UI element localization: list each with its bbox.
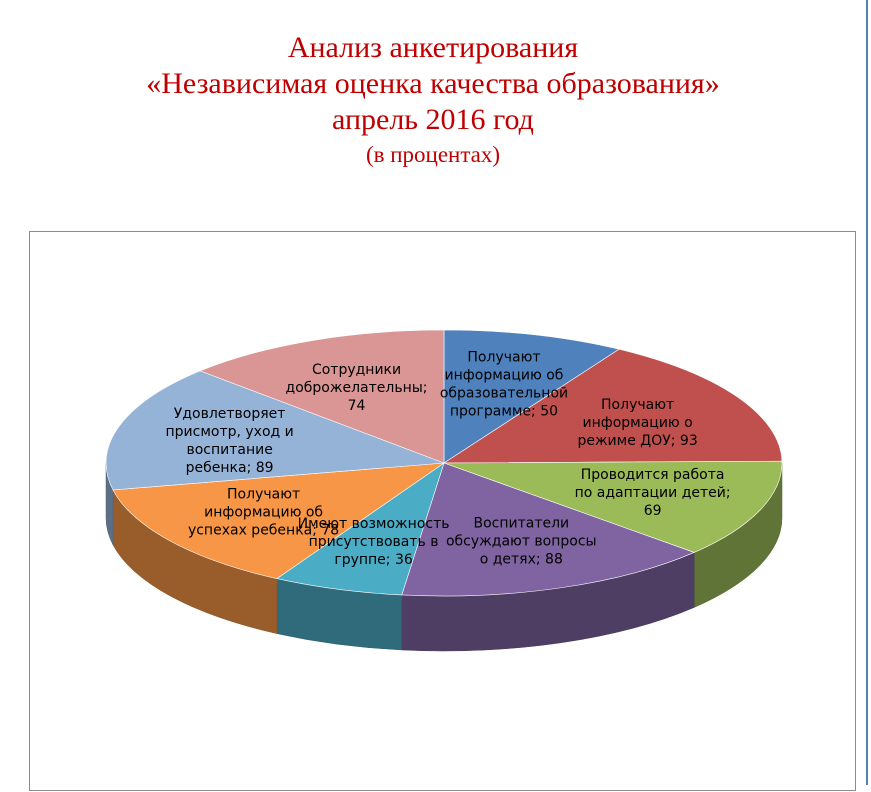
data-label-6-line-0: Удовлетворяет xyxy=(173,406,286,423)
pie-chart xyxy=(30,232,857,792)
data-label-3-line-1: обсуждают вопросы xyxy=(445,533,597,550)
data-label-1-line-2: режиме ДОУ; 93 xyxy=(577,433,698,450)
data-label-5-line-2: успехах ребенка; 78 xyxy=(187,522,340,539)
data-label-1-line-0: Получают xyxy=(601,397,675,414)
data-label-6-line-1: присмотр, уход и xyxy=(165,424,294,441)
data-label-5-line-1: информацию об xyxy=(204,504,324,521)
data-label-6-line-3: ребенка; 89 xyxy=(185,460,274,477)
title-line-1: Анализ анкетирования xyxy=(287,31,579,64)
data-label-0-line-3: программе; 50 xyxy=(449,403,559,420)
data-label-6-line-2: воспитание xyxy=(186,442,273,459)
data-label-3-line-2: о детях; 88 xyxy=(479,551,563,568)
data-label-4-line-1: присутствовать в xyxy=(308,534,439,551)
data-label-7-line-2: 74 xyxy=(347,398,366,415)
page-title xyxy=(0,30,866,170)
data-label-2-line-2: 69 xyxy=(643,503,662,520)
data-label-0-line-0: Получают xyxy=(467,349,541,366)
data-label-4-line-0: Имеют возможность xyxy=(297,516,450,533)
title-subtitle: (в процентах) xyxy=(365,142,501,167)
data-label-1-line-1: информацию о xyxy=(582,415,693,432)
data-label-3-line-0: Воспитатели xyxy=(473,515,570,532)
data-label-4-line-2: группе; 36 xyxy=(334,552,413,569)
data-label-2-line-1: по адаптации детей; xyxy=(574,485,731,502)
data-label-5-line-0: Получают xyxy=(227,486,301,503)
chart-area xyxy=(29,231,856,791)
data-label-0-line-1: информацию об xyxy=(444,367,564,384)
data-label-7-line-1: доброжелательны; xyxy=(285,380,428,397)
data-label-7-line-0: Сотрудники xyxy=(311,362,402,379)
page-border-right xyxy=(866,0,868,785)
data-label-2-line-0: Проводится работа xyxy=(580,467,725,484)
data-label-0-line-2: образовательной xyxy=(439,385,569,402)
title-line-2: «Независимая оценка качества образования» xyxy=(146,67,720,100)
title-line-3: апрель 2016 год xyxy=(332,103,534,136)
